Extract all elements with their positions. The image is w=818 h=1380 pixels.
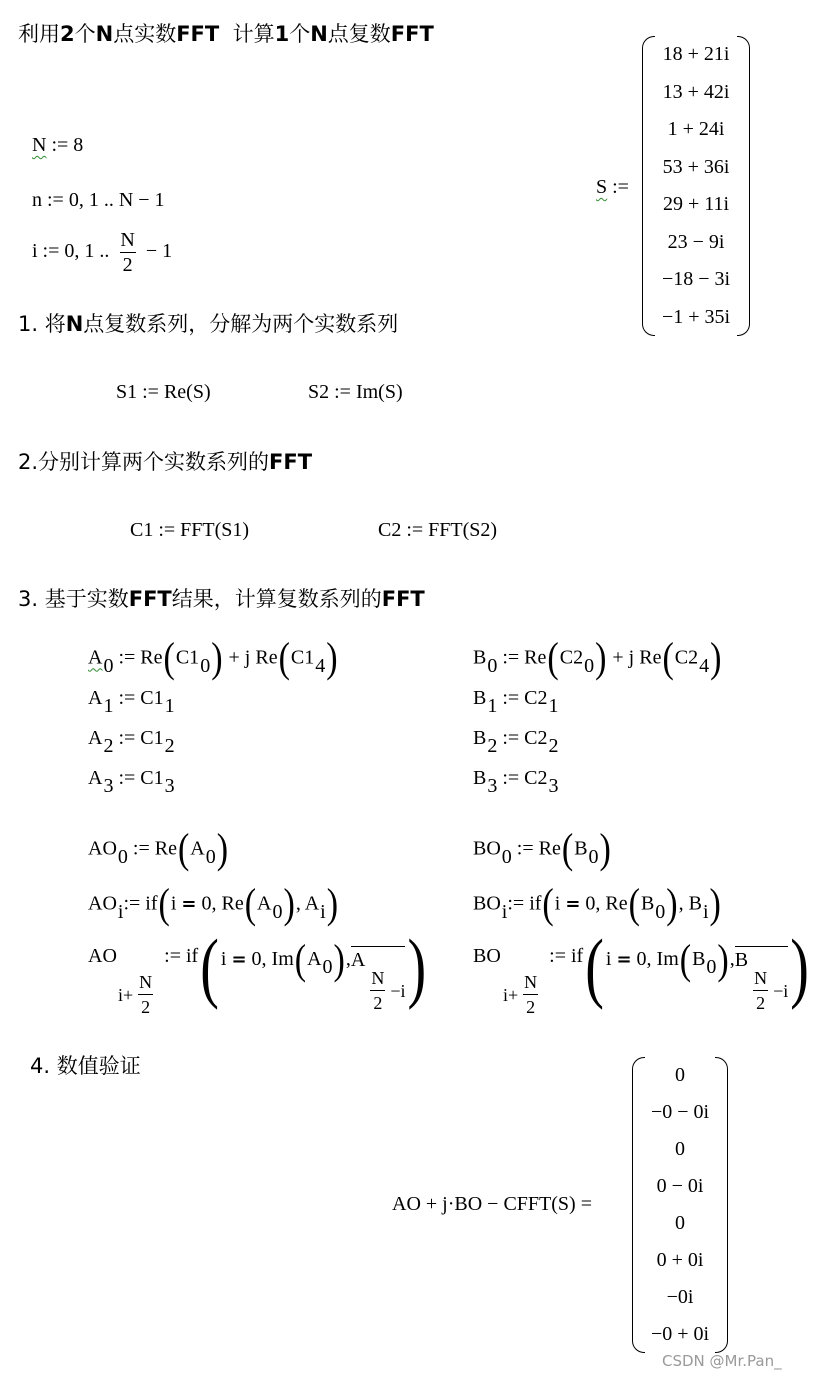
section-1-heading: 1. 将N点复数系列，分解为两个实数系列 (18, 312, 399, 336)
step2-C2: C2 := FFT(S2) (378, 519, 498, 541)
A2-def: A2 := C12 (88, 727, 175, 757)
BOi-def: BOi:= if(i = 0, Re(B0), Bi) (473, 881, 721, 928)
matrix-cell: −0i (666, 1286, 694, 1308)
A0-def: A0 := Re(C10) + j Re(C14) (88, 635, 338, 682)
matrix-cell: 18 + 21i (662, 43, 730, 66)
AOi-def: AOi:= if(i = 0, Re(A0), Ai) (88, 881, 339, 928)
matrix-cell: 0 (675, 1064, 685, 1086)
matrix-cell: 0 + 0i (656, 1249, 704, 1271)
section-4-heading: 4. 数值验证 (30, 1054, 141, 1078)
S-matrix (642, 36, 750, 336)
def-i: i := 0, 1 .. $\frac{N}{2}$ − 1 (32, 229, 173, 276)
AO-half-def: AO i+ $\frac{N}{2}$ := if ( i = 0, Im(A0), A $\frac{N}{2}$ −i ) (88, 924, 427, 1017)
def-N: N := 8 (32, 134, 84, 156)
B2-def: B2 := C22 (473, 727, 559, 757)
AO0-def: AO0 := Re(A0) (88, 826, 229, 873)
B0-def: B0 := Re(C20) + j Re(C24) (473, 635, 722, 682)
B3-def: B3 := C23 (473, 767, 559, 797)
watermark: CSDN @Mr.Pan_ (662, 1352, 782, 1370)
matrix-cell: −1 + 35i (661, 305, 731, 328)
verify-expression: AO + j·BO − CFFT(S) = (392, 1193, 592, 1215)
matrix-left-bracket (632, 1057, 645, 1353)
step2-C1: C1 := FFT(S1) (130, 519, 250, 541)
section-3-heading: 3. 基于实数FFT结果，计算复数系列的FFT (18, 587, 425, 611)
matrix-cell: −0 − 0i (650, 1101, 710, 1123)
matrix-cell: 23 − 9i (667, 230, 725, 253)
verify-matrix (632, 1057, 728, 1353)
A3-def: A3 := C13 (88, 767, 175, 797)
matrix-cell: 13 + 42i (662, 80, 730, 103)
S-label: S := (596, 176, 629, 198)
matrix-cell: −18 − 3i (661, 268, 731, 291)
matrix-left-bracket (642, 36, 655, 336)
page-title: 利用2个N点实数FFT 计算1个N点复数FFT (18, 22, 434, 46)
BO-half-def: BO i+ $\frac{N}{2}$ := if ( i = 0, Im(B0), B $\frac{N}{2}$ −i ) (473, 924, 809, 1017)
section-2-heading: 2.分别计算两个实数系列的FFT (18, 450, 313, 474)
matrix-cell: 0 (675, 1212, 685, 1234)
BO0-def: BO0 := Re(B0) (473, 826, 611, 873)
matrix-cell: 29 + 11i (662, 193, 730, 216)
step1-S2: S2 := Im(S) (308, 381, 403, 403)
matrix-right-bracket (715, 1057, 728, 1353)
matrix-cell: 0 (675, 1138, 685, 1160)
matrix-right-bracket (737, 36, 750, 336)
step1-S1: S1 := Re(S) (116, 381, 211, 403)
matrix-cell: 53 + 36i (662, 155, 730, 178)
matrix-cell: −0 + 0i (650, 1323, 710, 1345)
B1-def: B1 := C21 (473, 687, 559, 717)
A1-def: A1 := C11 (88, 687, 175, 717)
matrix-cell: 1 + 24i (667, 118, 725, 141)
def-n: n := 0, 1 .. N − 1 (32, 189, 165, 211)
matrix-cell: 0 − 0i (656, 1175, 704, 1197)
